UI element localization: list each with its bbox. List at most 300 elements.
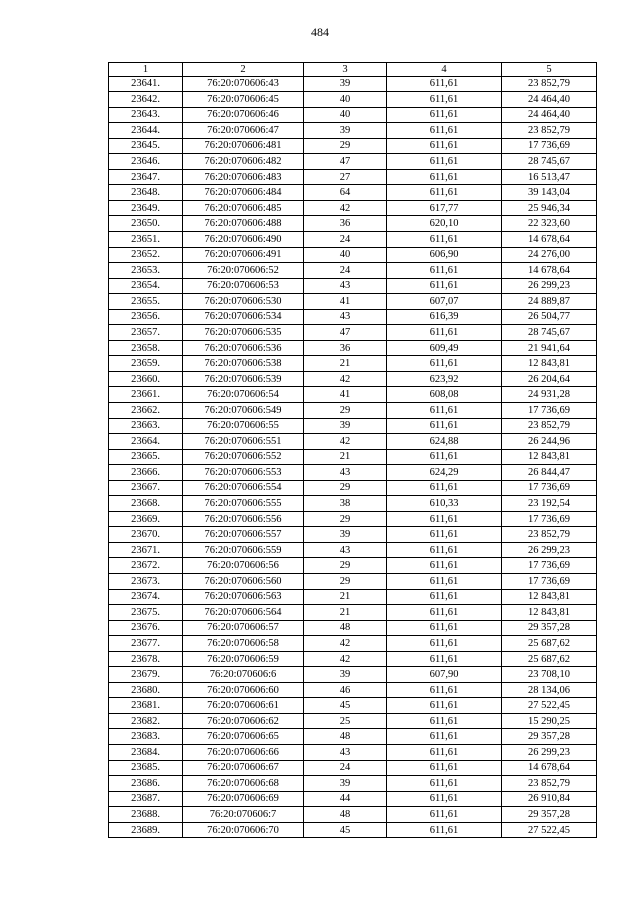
area-cell: 43 — [304, 745, 387, 761]
rate-cell: 611,61 — [387, 123, 502, 139]
rate-cell: 611,61 — [387, 822, 502, 838]
register-table — [108, 62, 597, 838]
table-row — [109, 480, 597, 496]
rate-cell: 610,33 — [387, 496, 502, 512]
table-row — [109, 231, 597, 247]
value-cell: 26 910,84 — [502, 791, 597, 807]
area-cell: 48 — [304, 620, 387, 636]
column-header: 2 — [183, 63, 304, 77]
rate-cell: 611,61 — [387, 107, 502, 123]
row-number-cell: 23656. — [109, 309, 183, 325]
row-number-cell: 23677. — [109, 636, 183, 652]
area-cell: 21 — [304, 589, 387, 605]
cadastral-number-cell: 76:20:070606:552 — [183, 449, 304, 465]
value-cell: 25 946,34 — [502, 200, 597, 216]
rate-cell: 607,90 — [387, 667, 502, 683]
row-number-cell: 23646. — [109, 154, 183, 170]
area-cell: 39 — [304, 667, 387, 683]
rate-cell: 611,61 — [387, 185, 502, 201]
table-row — [109, 449, 597, 465]
cadastral-number-cell: 76:20:070606:535 — [183, 325, 304, 341]
row-number-cell: 23660. — [109, 371, 183, 387]
value-cell: 26 244,96 — [502, 434, 597, 450]
rate-cell: 611,61 — [387, 651, 502, 667]
cadastral-number-cell: 76:20:070606:58 — [183, 636, 304, 652]
table-body — [109, 63, 597, 838]
cadastral-number-cell: 76:20:070606:555 — [183, 496, 304, 512]
row-number-cell: 23671. — [109, 542, 183, 558]
rate-cell: 611,61 — [387, 807, 502, 823]
rate-cell: 611,61 — [387, 263, 502, 279]
area-cell: 46 — [304, 682, 387, 698]
cadastral-number-cell: 76:20:070606:549 — [183, 402, 304, 418]
row-number-cell: 23676. — [109, 620, 183, 636]
area-cell: 48 — [304, 807, 387, 823]
rate-cell: 611,61 — [387, 511, 502, 527]
value-cell: 27 522,45 — [502, 698, 597, 714]
area-cell: 41 — [304, 387, 387, 403]
table-row — [109, 169, 597, 185]
page-number: 484 — [311, 25, 329, 39]
row-number-cell: 23665. — [109, 449, 183, 465]
cadastral-number-cell: 76:20:070606:491 — [183, 247, 304, 263]
table-row — [109, 294, 597, 310]
cadastral-number-cell: 76:20:070606:45 — [183, 92, 304, 108]
rate-cell: 611,61 — [387, 682, 502, 698]
rate-cell: 611,61 — [387, 698, 502, 714]
cadastral-number-cell: 76:20:070606:485 — [183, 200, 304, 216]
cadastral-number-cell: 76:20:070606:536 — [183, 340, 304, 356]
cadastral-number-cell: 76:20:070606:53 — [183, 278, 304, 294]
area-cell: 42 — [304, 651, 387, 667]
area-cell: 40 — [304, 92, 387, 108]
row-number-cell: 23657. — [109, 325, 183, 341]
cadastral-number-cell: 76:20:070606:43 — [183, 76, 304, 92]
column-header: 1 — [109, 63, 183, 77]
cadastral-number-cell: 76:20:070606:67 — [183, 760, 304, 776]
cadastral-number-cell: 76:20:070606:490 — [183, 231, 304, 247]
rate-cell: 611,61 — [387, 527, 502, 543]
rate-cell: 611,61 — [387, 760, 502, 776]
rate-cell: 611,61 — [387, 776, 502, 792]
row-number-cell: 23679. — [109, 667, 183, 683]
value-cell: 26 299,23 — [502, 745, 597, 761]
row-number-cell: 23658. — [109, 340, 183, 356]
value-cell: 26 504,77 — [502, 309, 597, 325]
row-number-cell: 23666. — [109, 465, 183, 481]
table-row — [109, 200, 597, 216]
table-row — [109, 636, 597, 652]
table-row — [109, 745, 597, 761]
table-row — [109, 371, 597, 387]
value-cell: 28 134,06 — [502, 682, 597, 698]
table-row — [109, 760, 597, 776]
row-number-cell: 23688. — [109, 807, 183, 823]
table-row — [109, 123, 597, 139]
area-cell: 29 — [304, 574, 387, 590]
table-row — [109, 418, 597, 434]
row-number-cell: 23642. — [109, 92, 183, 108]
area-cell: 44 — [304, 791, 387, 807]
row-number-cell: 23670. — [109, 527, 183, 543]
cadastral-number-cell: 76:20:070606:556 — [183, 511, 304, 527]
cadastral-number-cell: 76:20:070606:56 — [183, 558, 304, 574]
rate-cell: 611,61 — [387, 542, 502, 558]
column-header: 3 — [304, 63, 387, 77]
area-cell: 47 — [304, 325, 387, 341]
value-cell: 26 299,23 — [502, 278, 597, 294]
table-row — [109, 356, 597, 372]
table-row — [109, 807, 597, 823]
row-number-cell: 23649. — [109, 200, 183, 216]
row-number-cell: 23654. — [109, 278, 183, 294]
area-cell: 64 — [304, 185, 387, 201]
value-cell: 26 299,23 — [502, 542, 597, 558]
cadastral-number-cell: 76:20:070606:47 — [183, 123, 304, 139]
rate-cell: 617,77 — [387, 200, 502, 216]
area-cell: 27 — [304, 169, 387, 185]
rate-cell: 611,61 — [387, 402, 502, 418]
rate-cell: 608,08 — [387, 387, 502, 403]
value-cell: 17 736,69 — [502, 511, 597, 527]
cadastral-number-cell: 76:20:070606:551 — [183, 434, 304, 450]
table-row — [109, 138, 597, 154]
row-number-cell: 23687. — [109, 791, 183, 807]
table-row — [109, 776, 597, 792]
area-cell: 24 — [304, 263, 387, 279]
row-number-cell: 23668. — [109, 496, 183, 512]
table-row — [109, 511, 597, 527]
area-cell: 21 — [304, 356, 387, 372]
table-row — [109, 667, 597, 683]
table-row — [109, 247, 597, 263]
cadastral-number-cell: 76:20:070606:539 — [183, 371, 304, 387]
value-cell: 23 708,10 — [502, 667, 597, 683]
row-number-cell: 23650. — [109, 216, 183, 232]
cadastral-number-cell: 76:20:070606:69 — [183, 791, 304, 807]
row-number-cell: 23651. — [109, 231, 183, 247]
row-number-cell: 23682. — [109, 713, 183, 729]
rate-cell: 611,61 — [387, 729, 502, 745]
value-cell: 28 745,67 — [502, 154, 597, 170]
cadastral-number-cell: 76:20:070606:59 — [183, 651, 304, 667]
row-number-cell: 23659. — [109, 356, 183, 372]
area-cell: 43 — [304, 309, 387, 325]
value-cell: 16 513,47 — [502, 169, 597, 185]
rate-cell: 609,49 — [387, 340, 502, 356]
cadastral-number-cell: 76:20:070606:46 — [183, 107, 304, 123]
cadastral-number-cell: 76:20:070606:54 — [183, 387, 304, 403]
area-cell: 24 — [304, 231, 387, 247]
cadastral-number-cell: 76:20:070606:534 — [183, 309, 304, 325]
row-number-cell: 23648. — [109, 185, 183, 201]
row-number-cell: 23672. — [109, 558, 183, 574]
rate-cell: 611,61 — [387, 620, 502, 636]
area-cell: 42 — [304, 636, 387, 652]
cadastral-number-cell: 76:20:070606:6 — [183, 667, 304, 683]
area-cell: 43 — [304, 465, 387, 481]
value-cell: 17 736,69 — [502, 558, 597, 574]
value-cell: 12 843,81 — [502, 605, 597, 621]
row-number-cell: 23673. — [109, 574, 183, 590]
rate-cell: 611,61 — [387, 325, 502, 341]
row-number-cell: 23681. — [109, 698, 183, 714]
rate-cell: 611,61 — [387, 169, 502, 185]
area-cell: 39 — [304, 527, 387, 543]
row-number-cell: 23669. — [109, 511, 183, 527]
value-cell: 22 323,60 — [502, 216, 597, 232]
area-cell: 45 — [304, 698, 387, 714]
rate-cell: 611,61 — [387, 278, 502, 294]
area-cell: 25 — [304, 713, 387, 729]
table-row — [109, 651, 597, 667]
area-cell: 38 — [304, 496, 387, 512]
area-cell: 47 — [304, 154, 387, 170]
row-number-cell: 23675. — [109, 605, 183, 621]
rate-cell: 611,61 — [387, 745, 502, 761]
rate-cell: 611,61 — [387, 558, 502, 574]
rate-cell: 611,61 — [387, 418, 502, 434]
table-header-row — [109, 63, 597, 77]
cadastral-number-cell: 76:20:070606:62 — [183, 713, 304, 729]
value-cell: 12 843,81 — [502, 356, 597, 372]
row-number-cell: 23674. — [109, 589, 183, 605]
cadastral-number-cell: 76:20:070606:66 — [183, 745, 304, 761]
row-number-cell: 23685. — [109, 760, 183, 776]
value-cell: 23 852,79 — [502, 123, 597, 139]
value-cell: 24 464,40 — [502, 107, 597, 123]
row-number-cell: 23683. — [109, 729, 183, 745]
cadastral-number-cell: 76:20:070606:530 — [183, 294, 304, 310]
area-cell: 41 — [304, 294, 387, 310]
value-cell: 17 736,69 — [502, 138, 597, 154]
area-cell: 29 — [304, 402, 387, 418]
value-cell: 15 290,25 — [502, 713, 597, 729]
rate-cell: 611,61 — [387, 791, 502, 807]
row-number-cell: 23678. — [109, 651, 183, 667]
rate-cell: 623,92 — [387, 371, 502, 387]
row-number-cell: 23663. — [109, 418, 183, 434]
rate-cell: 611,61 — [387, 574, 502, 590]
table-row — [109, 340, 597, 356]
rate-cell: 624,88 — [387, 434, 502, 450]
value-cell: 23 852,79 — [502, 76, 597, 92]
table-row — [109, 496, 597, 512]
area-cell: 36 — [304, 340, 387, 356]
cadastral-number-cell: 76:20:070606:68 — [183, 776, 304, 792]
value-cell: 23 852,79 — [502, 527, 597, 543]
table-row — [109, 107, 597, 123]
area-cell: 39 — [304, 776, 387, 792]
cadastral-number-cell: 76:20:070606:554 — [183, 480, 304, 496]
rate-cell: 611,61 — [387, 605, 502, 621]
cadastral-number-cell: 76:20:070606:559 — [183, 542, 304, 558]
value-cell: 23 192,54 — [502, 496, 597, 512]
area-cell: 42 — [304, 371, 387, 387]
table-row — [109, 402, 597, 418]
rate-cell: 611,61 — [387, 154, 502, 170]
row-number-cell: 23667. — [109, 480, 183, 496]
row-number-cell: 23653. — [109, 263, 183, 279]
value-cell: 12 843,81 — [502, 449, 597, 465]
area-cell: 42 — [304, 434, 387, 450]
value-cell: 25 687,62 — [502, 651, 597, 667]
value-cell: 29 357,28 — [502, 729, 597, 745]
row-number-cell: 23661. — [109, 387, 183, 403]
value-cell: 24 464,40 — [502, 92, 597, 108]
value-cell: 39 143,04 — [502, 185, 597, 201]
table-row — [109, 325, 597, 341]
cadastral-number-cell: 76:20:070606:488 — [183, 216, 304, 232]
cadastral-number-cell: 76:20:070606:483 — [183, 169, 304, 185]
cadastral-number-cell: 76:20:070606:564 — [183, 605, 304, 621]
table-row — [109, 574, 597, 590]
area-cell: 39 — [304, 123, 387, 139]
cadastral-number-cell: 76:20:070606:61 — [183, 698, 304, 714]
row-number-cell: 23684. — [109, 745, 183, 761]
row-number-cell: 23641. — [109, 76, 183, 92]
row-number-cell: 23647. — [109, 169, 183, 185]
row-number-cell: 23664. — [109, 434, 183, 450]
value-cell: 17 736,69 — [502, 402, 597, 418]
row-number-cell: 23689. — [109, 822, 183, 838]
table-row — [109, 589, 597, 605]
table-row — [109, 822, 597, 838]
value-cell: 24 931,28 — [502, 387, 597, 403]
area-cell: 36 — [304, 216, 387, 232]
rate-cell: 611,61 — [387, 589, 502, 605]
cadastral-number-cell: 76:20:070606:482 — [183, 154, 304, 170]
value-cell: 23 852,79 — [502, 418, 597, 434]
value-cell: 26 844,47 — [502, 465, 597, 481]
area-cell: 48 — [304, 729, 387, 745]
table-row — [109, 309, 597, 325]
value-cell: 17 736,69 — [502, 480, 597, 496]
table-row — [109, 729, 597, 745]
value-cell: 14 678,64 — [502, 263, 597, 279]
table-row — [109, 434, 597, 450]
rate-cell: 607,07 — [387, 294, 502, 310]
value-cell: 14 678,64 — [502, 760, 597, 776]
table-row — [109, 620, 597, 636]
value-cell: 29 357,28 — [502, 807, 597, 823]
table-row — [109, 527, 597, 543]
value-cell: 25 687,62 — [502, 636, 597, 652]
area-cell: 43 — [304, 278, 387, 294]
rate-cell: 611,61 — [387, 636, 502, 652]
value-cell: 29 357,28 — [502, 620, 597, 636]
table-row — [109, 791, 597, 807]
table-row — [109, 465, 597, 481]
rate-cell: 611,61 — [387, 92, 502, 108]
cadastral-number-cell: 76:20:070606:52 — [183, 263, 304, 279]
table-row — [109, 542, 597, 558]
cadastral-number-cell: 76:20:070606:560 — [183, 574, 304, 590]
table-row — [109, 216, 597, 232]
row-number-cell: 23644. — [109, 123, 183, 139]
rate-cell: 624,29 — [387, 465, 502, 481]
area-cell: 29 — [304, 558, 387, 574]
column-header: 5 — [502, 63, 597, 77]
table-row — [109, 387, 597, 403]
cadastral-number-cell: 76:20:070606:65 — [183, 729, 304, 745]
area-cell: 39 — [304, 418, 387, 434]
area-cell: 29 — [304, 480, 387, 496]
value-cell: 14 678,64 — [502, 231, 597, 247]
area-cell: 45 — [304, 822, 387, 838]
area-cell: 21 — [304, 449, 387, 465]
table-row — [109, 76, 597, 92]
cadastral-number-cell: 76:20:070606:60 — [183, 682, 304, 698]
area-cell: 21 — [304, 605, 387, 621]
rate-cell: 620,10 — [387, 216, 502, 232]
cadastral-number-cell: 76:20:070606:55 — [183, 418, 304, 434]
area-cell: 29 — [304, 138, 387, 154]
rate-cell: 616,39 — [387, 309, 502, 325]
area-cell: 24 — [304, 760, 387, 776]
cadastral-number-cell: 76:20:070606:557 — [183, 527, 304, 543]
cadastral-number-cell: 76:20:070606:481 — [183, 138, 304, 154]
rate-cell: 611,61 — [387, 76, 502, 92]
value-cell: 27 522,45 — [502, 822, 597, 838]
row-number-cell: 23643. — [109, 107, 183, 123]
cadastral-number-cell: 76:20:070606:7 — [183, 807, 304, 823]
area-cell: 39 — [304, 76, 387, 92]
column-header: 4 — [387, 63, 502, 77]
rate-cell: 611,61 — [387, 231, 502, 247]
table-row — [109, 185, 597, 201]
table-row — [109, 682, 597, 698]
row-number-cell: 23652. — [109, 247, 183, 263]
rate-cell: 611,61 — [387, 138, 502, 154]
value-cell: 17 736,69 — [502, 574, 597, 590]
value-cell: 24 889,87 — [502, 294, 597, 310]
cadastral-number-cell: 76:20:070606:70 — [183, 822, 304, 838]
value-cell: 21 941,64 — [502, 340, 597, 356]
table-row — [109, 558, 597, 574]
cadastral-number-cell: 76:20:070606:538 — [183, 356, 304, 372]
area-cell: 43 — [304, 542, 387, 558]
row-number-cell: 23686. — [109, 776, 183, 792]
rate-cell: 611,61 — [387, 449, 502, 465]
cadastral-number-cell: 76:20:070606:563 — [183, 589, 304, 605]
row-number-cell: 23645. — [109, 138, 183, 154]
rate-cell: 611,61 — [387, 480, 502, 496]
value-cell: 12 843,81 — [502, 589, 597, 605]
value-cell: 24 276,00 — [502, 247, 597, 263]
table-row — [109, 263, 597, 279]
rate-cell: 611,61 — [387, 713, 502, 729]
value-cell: 23 852,79 — [502, 776, 597, 792]
rate-cell: 606,90 — [387, 247, 502, 263]
rate-cell: 611,61 — [387, 356, 502, 372]
table-row — [109, 278, 597, 294]
cadastral-number-cell: 76:20:070606:553 — [183, 465, 304, 481]
value-cell: 26 204,64 — [502, 371, 597, 387]
table-row — [109, 698, 597, 714]
cadastral-number-cell: 76:20:070606:484 — [183, 185, 304, 201]
row-number-cell: 23655. — [109, 294, 183, 310]
area-cell: 40 — [304, 247, 387, 263]
area-cell: 40 — [304, 107, 387, 123]
table-row — [109, 154, 597, 170]
row-number-cell: 23662. — [109, 402, 183, 418]
value-cell: 28 745,67 — [502, 325, 597, 341]
table-row — [109, 92, 597, 108]
area-cell: 29 — [304, 511, 387, 527]
cadastral-number-cell: 76:20:070606:57 — [183, 620, 304, 636]
row-number-cell: 23680. — [109, 682, 183, 698]
